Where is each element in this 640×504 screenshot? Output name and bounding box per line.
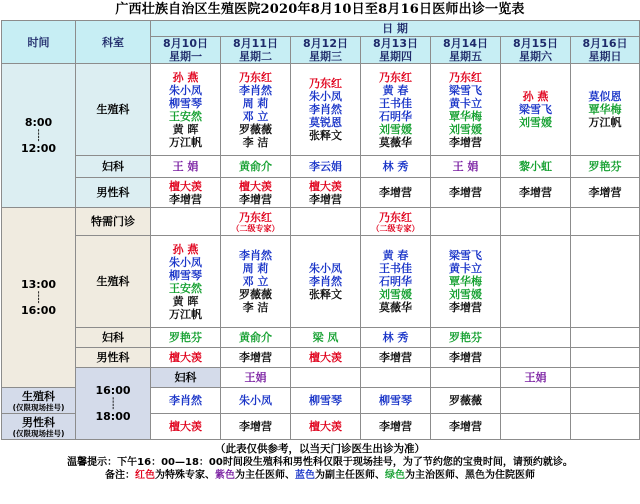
doctor-name: 万江帆: [169, 135, 202, 149]
day-date: 8月14日: [443, 37, 488, 50]
doctor-name: 李肖然: [239, 83, 272, 97]
schedule-cell: [291, 236, 361, 328]
doctor-name: 李 洁: [242, 301, 269, 314]
doctor-name: 乃东红: [379, 70, 412, 84]
doctor-name: 梁雪飞: [449, 249, 482, 262]
dept-label: [76, 236, 151, 328]
time-separator: ┊: [35, 129, 42, 142]
doctor-name: 朱小凤: [309, 262, 342, 275]
doctor-name: 黄 晖: [172, 122, 199, 136]
doctor-name: 张释文: [309, 129, 342, 142]
dept-name: 妇科: [102, 160, 124, 173]
doctor-name: 黄 春: [382, 249, 409, 262]
tip: 温馨提示：下午16：00—18：00时间段生殖科和男性科仅限于现场挂号，为了节约您的宝贵时间，请预约就诊。: [67, 457, 573, 468]
schedule-cell: [291, 328, 361, 348]
doctor-name: 李增营: [379, 186, 412, 199]
time-end: 16:00: [20, 304, 56, 317]
legend-color: 绿色: [385, 470, 405, 481]
schedule-cell: [151, 64, 221, 156]
schedule-cell: [431, 208, 501, 236]
doctor-name: 石明华: [379, 275, 412, 288]
day-weekday: 星期日: [588, 50, 622, 63]
doctor-name: 李增营: [239, 420, 272, 433]
schedule-cell: [221, 328, 291, 348]
schedule-cell: [571, 388, 640, 414]
doctor-name: 邓 立: [242, 109, 269, 123]
day-weekday: 星期六: [519, 50, 552, 63]
legend-desc: 为主任医师、: [235, 470, 295, 481]
doctor-name: 李增营: [309, 192, 342, 206]
doctor-name: 黄 春: [382, 83, 409, 97]
schedule-cell: [431, 348, 501, 368]
day-weekday: 星期五: [449, 50, 482, 63]
dept-label: [2, 414, 76, 440]
dept-name: 生殖科: [22, 389, 55, 403]
doctor-name: 柳雪琴: [309, 394, 342, 407]
day-header: [571, 37, 640, 64]
schedule-cell: [431, 368, 501, 388]
dept-name: 生殖科: [96, 103, 130, 116]
schedule-cell: [151, 348, 221, 368]
schedule-cell: [571, 236, 640, 328]
doctor-name: 莫似恩: [588, 90, 622, 103]
dept-name: 男性科: [96, 351, 130, 364]
doctor-name: 檀大羡: [169, 351, 202, 364]
day-header: [151, 37, 221, 64]
schedule-cell: [291, 208, 361, 236]
schedule-cell: [291, 178, 361, 208]
schedule-cell: [221, 208, 291, 236]
doctor-name: 乃东红: [309, 77, 342, 90]
schedule-cell: [571, 64, 640, 156]
doctor-name: （二级专家）: [231, 223, 280, 233]
schedule-cell: [431, 388, 501, 414]
legend-color: 紫色: [215, 470, 235, 481]
doctor-name: 黄卡立: [449, 262, 482, 275]
day-header: [361, 37, 431, 64]
doctor-name: 李云娟: [309, 160, 342, 173]
doctor-name: 檀大羡: [309, 351, 342, 364]
dept-name: 妇科: [174, 371, 197, 384]
doctor-name: 莫薇华: [379, 135, 412, 149]
page-title: 广西壮族自治区生殖医院2020年8月10日至8月16日医师出诊一览表: [115, 2, 525, 17]
doctor-name: 黄俞介: [239, 160, 272, 173]
doctor-name: 黄卡立: [449, 96, 482, 110]
schedule-cell: [361, 328, 431, 348]
schedule-cell: [221, 156, 291, 178]
legend-color: 蓝色: [295, 470, 315, 481]
dept-label: [76, 328, 151, 348]
dept-name: 男性科: [96, 186, 130, 199]
doctor-name: 刘雪媛: [519, 116, 552, 129]
schedule-cell: [291, 414, 361, 440]
doctor-name: 罗艳芬: [169, 331, 202, 344]
doctor-name: 罗薇薇: [239, 288, 272, 301]
doctor-name: 黄 晖: [172, 294, 199, 308]
schedule-cell: [431, 414, 501, 440]
doctor-name: 孙 燕: [172, 242, 199, 256]
schedule-cell: [221, 388, 291, 414]
doctor-name: 罗薇薇: [449, 394, 482, 407]
schedule-cell: [571, 348, 640, 368]
doctor-name: 李增营: [379, 351, 412, 364]
dept-name: 男性科: [22, 415, 55, 429]
dept-header: 科室: [76, 21, 151, 64]
doctor-name: 朱小凤: [169, 83, 202, 97]
doctor-name: 檀大羡: [309, 179, 342, 193]
doctor-name: 柳雪琴: [169, 268, 202, 282]
schedule-cell: [361, 388, 431, 414]
time-slot: [2, 208, 76, 388]
schedule-cell: [151, 414, 221, 440]
dept-name: 特需门诊: [91, 215, 135, 228]
day-header: [501, 37, 571, 64]
schedule-cell: [291, 348, 361, 368]
doctor-name: 王书佳: [379, 262, 412, 275]
doctor-name: 王 娟: [452, 160, 479, 173]
legend-desc: 为主治医师、: [405, 470, 465, 481]
schedule-cell: [501, 414, 571, 440]
doctor-name: 覃华梅: [449, 275, 482, 288]
schedule-cell: [431, 178, 501, 208]
schedule-cell: [571, 156, 640, 178]
doctor-name: 李 洁: [242, 135, 269, 149]
time-separator: ┊: [109, 397, 117, 410]
time-separator: ┊: [35, 291, 42, 304]
schedule-cell: [501, 236, 571, 328]
doctor-name: 朱小凤: [309, 90, 342, 103]
schedule-cell: [151, 236, 221, 328]
schedule-cell: [571, 178, 640, 208]
doctor-name: 李肖然: [239, 249, 272, 262]
dept-name: 妇科: [102, 331, 124, 344]
schedule-cell: [291, 368, 361, 388]
doctor-name: 李增营: [169, 192, 202, 206]
doctor-name: 周 莉: [242, 262, 269, 275]
day-weekday: 星期二: [239, 50, 272, 63]
doctor-name: 王娟: [524, 371, 547, 384]
schedule-cell: [501, 178, 571, 208]
schedule-cell: [431, 64, 501, 156]
time-slot: [76, 368, 151, 440]
schedule-cell: [361, 236, 431, 328]
doctor-name: 刘雪媛: [449, 288, 482, 301]
schedule-cell: [571, 208, 640, 236]
doctor-name: 林 秀: [382, 331, 409, 344]
time-slot: [2, 64, 76, 208]
doctor-name: 石明华: [379, 109, 412, 123]
doctor-name: 黄俞介: [239, 331, 272, 344]
legend-color: 红色: [135, 470, 155, 481]
doctor-name: 乃东红: [449, 70, 482, 84]
doctor-name: 李增营: [379, 420, 412, 433]
doctor-name: 李增营: [239, 351, 272, 364]
doctor-name: 乃东红: [379, 210, 412, 224]
doctor-name: 柳雪琴: [169, 96, 202, 110]
dept-label: [76, 348, 151, 368]
schedule-cell: [151, 178, 221, 208]
schedule-cell: [571, 328, 640, 348]
dept-note: (仅限现场挂号): [12, 402, 65, 412]
schedule-cell: [501, 208, 571, 236]
doctor-name: 朱小凤: [169, 255, 202, 269]
schedule-cell: [501, 368, 571, 388]
date-header: 日 期: [151, 21, 640, 37]
schedule-cell: [361, 348, 431, 368]
schedule-cell: [221, 236, 291, 328]
schedule-cell: [501, 388, 571, 414]
schedule-cell: [501, 328, 571, 348]
day-date: 8月15日: [513, 37, 558, 50]
schedule-cell: [571, 414, 640, 440]
schedule-cell: [291, 156, 361, 178]
doctor-name: 覃华梅: [588, 103, 622, 116]
schedule-cell: [361, 156, 431, 178]
schedule-cell: [501, 64, 571, 156]
legend: [0, 469, 640, 482]
dept-label: [151, 368, 221, 388]
doctor-name: 李增营: [449, 135, 482, 149]
dept-label: [76, 208, 151, 236]
doctor-name: 邓 立: [242, 275, 269, 288]
schedule-cell: [151, 388, 221, 414]
schedule-cell: [151, 156, 221, 178]
doctor-name: 罗薇薇: [239, 122, 272, 136]
doctor-name: 李肖然: [309, 275, 342, 288]
doctor-name: 李肖然: [169, 394, 202, 407]
doctor-name: 刘雪媛: [449, 122, 482, 136]
doctor-name: 孙 燕: [172, 70, 199, 84]
doctor-name: 覃华梅: [449, 109, 482, 123]
doctor-name: （二级专家）: [371, 223, 420, 233]
doctor-name: 柳雪琴: [379, 394, 412, 407]
schedule-cell: [151, 208, 221, 236]
legend-desc: 为特殊专家、: [155, 470, 215, 481]
doctor-name: 莫薇华: [379, 301, 412, 314]
dept-label: [76, 178, 151, 208]
doctor-name: 黎小虹: [519, 160, 552, 173]
schedule-cell: [361, 368, 431, 388]
doctor-name: 林 秀: [382, 160, 409, 173]
day-weekday: 星期一: [169, 50, 202, 63]
time-start: 13:00: [20, 278, 56, 291]
doctor-name: 檀大羡: [169, 179, 202, 193]
schedule-cell: [361, 64, 431, 156]
schedule-cell: [361, 178, 431, 208]
doctor-name: 王安然: [169, 281, 202, 295]
doctor-name: 罗艳芬: [588, 160, 622, 173]
schedule-cell: [571, 368, 640, 388]
doctor-name: 刘雪媛: [379, 122, 412, 136]
schedule-cell: [221, 178, 291, 208]
doctor-name: 张释文: [309, 288, 342, 301]
dept-note: (仅限现场挂号): [12, 428, 65, 438]
doctor-name: 檀大羡: [309, 420, 342, 433]
doctor-name: 刘雪媛: [379, 288, 412, 301]
schedule-table: [1, 20, 640, 440]
schedule-cell: [361, 414, 431, 440]
day-date: 8月11日: [233, 37, 278, 50]
doctor-name: 万江帆: [588, 116, 622, 129]
doctor-name: 莫锐恩: [309, 116, 342, 129]
time-start: 8:00: [24, 116, 53, 129]
dept-label: [2, 388, 76, 414]
doctor-name: 檀大羡: [239, 179, 272, 193]
doctor-name: 梁雪飞: [449, 83, 482, 97]
schedule-cell: [501, 348, 571, 368]
schedule-cell: [431, 156, 501, 178]
time-start: 16:00: [95, 384, 131, 397]
day-date: 8月16日: [582, 37, 628, 50]
schedule-cell: [221, 348, 291, 368]
doctor-name: 李增营: [449, 186, 482, 199]
doctor-name: 朱小凤: [239, 394, 272, 407]
doctor-name: 周 莉: [242, 96, 269, 110]
doctor-name: 王安然: [169, 109, 202, 123]
time-end: 12:00: [20, 142, 56, 155]
legend-color: 黑色: [465, 470, 485, 481]
day-header: [291, 37, 361, 64]
doctor-name: 李增营: [449, 301, 482, 314]
schedule-cell: [151, 328, 221, 348]
schedule-cell: [221, 64, 291, 156]
doctor-name: 王书佳: [379, 96, 412, 110]
schedule-cell: [221, 414, 291, 440]
day-header: [431, 37, 501, 64]
day-weekday: 星期三: [309, 50, 342, 63]
doctor-name: 万江帆: [169, 307, 202, 321]
legend-desc: 为住院医师: [485, 470, 535, 481]
legend-desc: 为副主任医师、: [315, 470, 385, 481]
doctor-name: 李增营: [239, 192, 272, 206]
doctor-name: 李肖然: [309, 103, 342, 116]
doctor-name: 梁 凤: [312, 331, 339, 344]
schedule-cell: [501, 156, 571, 178]
time-end: 18:00: [95, 410, 131, 423]
day-date: 8月12日: [303, 37, 348, 50]
doctor-name: 梁雪飞: [519, 103, 552, 116]
disclaimer: （此表仅供参考，以当天门诊医生出诊为准）: [215, 443, 425, 455]
doctor-name: 檀大羡: [169, 420, 202, 433]
footer: [0, 442, 640, 482]
doctor-name: 乃东红: [239, 70, 272, 84]
doctor-name: 王娟: [244, 371, 267, 384]
day-weekday: 星期四: [379, 50, 412, 63]
day-date: 8月10日: [163, 37, 208, 50]
doctor-name: 王 娟: [172, 160, 199, 173]
day-header: [221, 37, 291, 64]
day-date: 8月13日: [373, 37, 418, 50]
legend-prefix: 备注：: [105, 470, 135, 481]
dept-label: [76, 156, 151, 178]
schedule-cell: [291, 64, 361, 156]
dept-label: [76, 64, 151, 156]
doctor-name: 乃东红: [239, 210, 272, 224]
time-header: 时间: [2, 21, 76, 64]
schedule-cell: [291, 388, 361, 414]
schedule-cell: [431, 236, 501, 328]
doctor-name: 李增营: [449, 351, 482, 364]
schedule-cell: [221, 368, 291, 388]
schedule-cell: [431, 328, 501, 348]
doctor-name: 李增营: [588, 186, 622, 199]
doctor-name: 李增营: [449, 420, 482, 433]
doctor-name: 罗艳芬: [449, 331, 482, 344]
doctor-name: 李增营: [519, 186, 552, 199]
doctor-name: 孙 燕: [522, 90, 549, 103]
schedule-cell: [361, 208, 431, 236]
dept-name: 生殖科: [96, 275, 130, 288]
